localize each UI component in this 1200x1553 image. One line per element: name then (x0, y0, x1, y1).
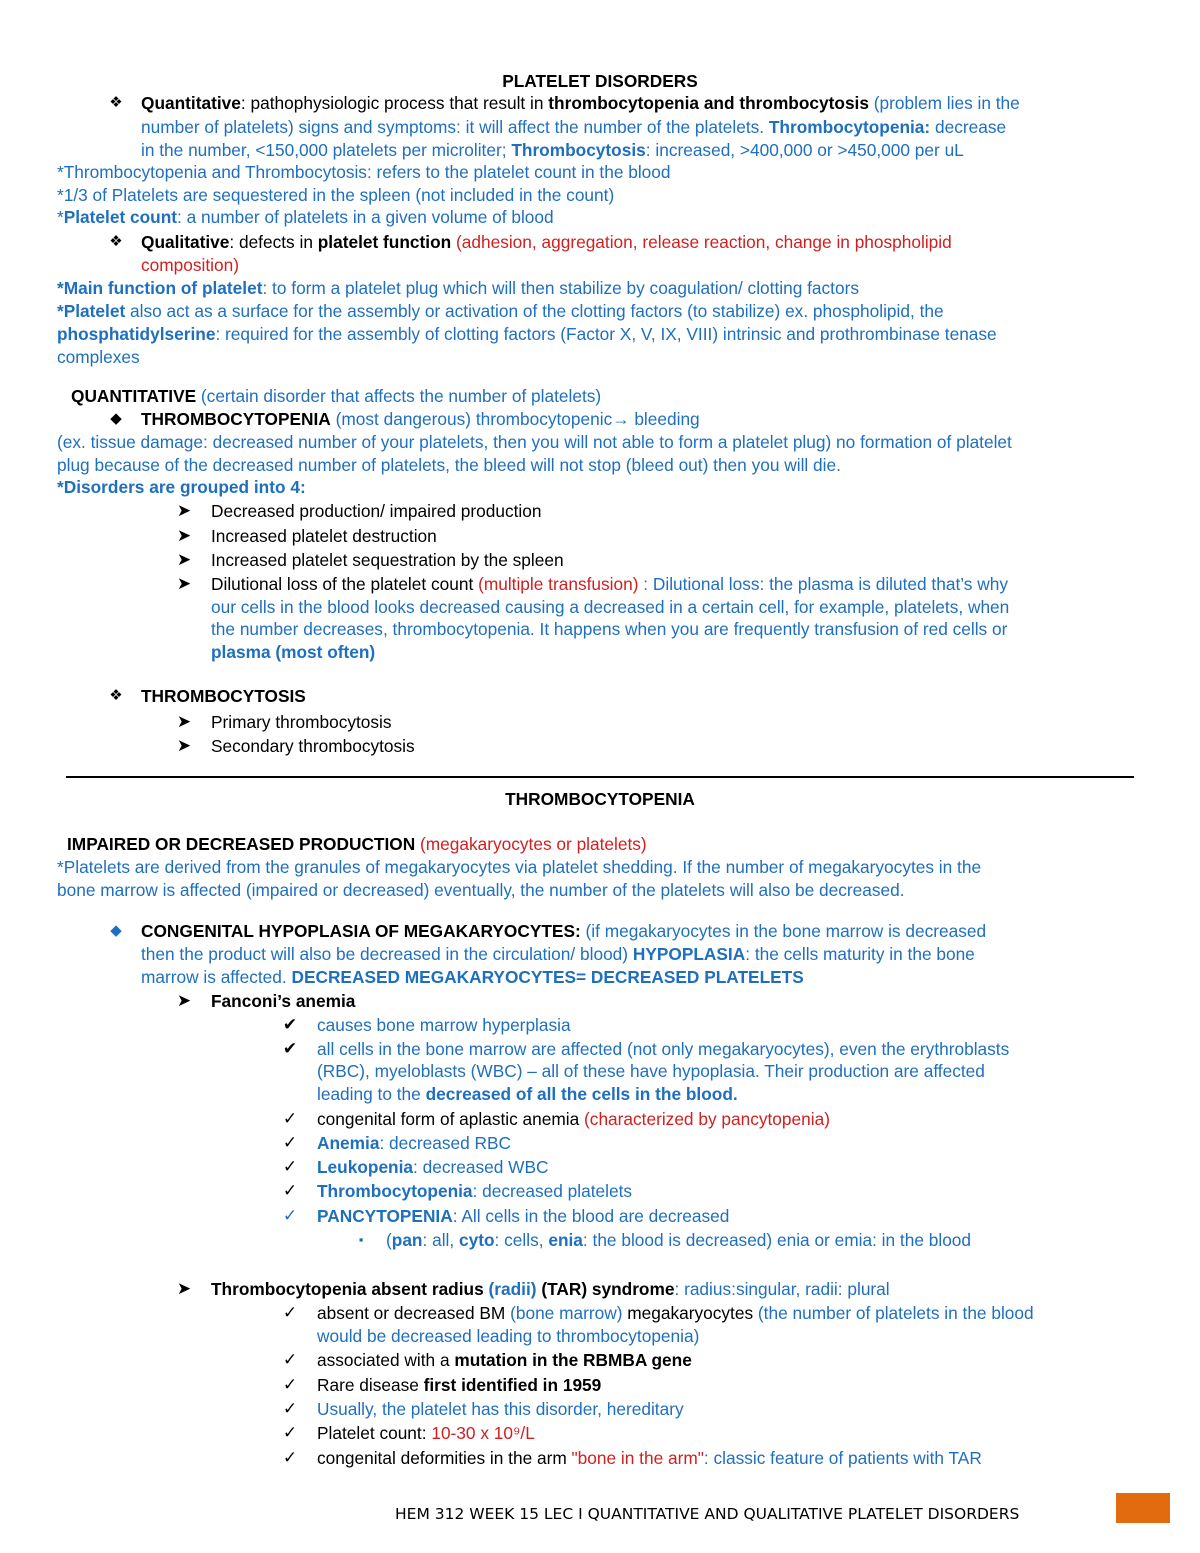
tar-item-1-line-2: would be decreased leading to thrombocytopenia) (317, 1326, 700, 1346)
complexes-note: complexes (57, 347, 140, 367)
phosphatidylserine-note: phosphatidylserine: required for the assembly of clotting factors (Factor X, V, IX, VIII) intrinsic and prothrombinase tenase (57, 324, 997, 344)
tar-item-3: Rare disease first identified in 1959 (317, 1375, 602, 1395)
chevron-bullet-icon: ➤ (176, 501, 192, 520)
tar-item-6: congenital deformities in the arm "bone in the arm": classic feature of patients with TAR (317, 1448, 982, 1468)
fanconi-item-2-line-3: leading to the decreased of all the cells in the blood. (317, 1084, 738, 1104)
derived-paragraph-line-2: bone marrow is affected (impaired or decreased) eventually, the number of the platelets will also be decreased. (57, 880, 905, 900)
check-icon: ✓ (282, 1350, 298, 1369)
tar-syndrome-heading: Thrombocytopenia absent radius (radii) (TAR) syndrome: radius:singular, radii: plural (211, 1279, 890, 1299)
groups-heading: *Disorders are grouped into 4: (57, 477, 306, 497)
note-3: *Platelet count: a number of platelets in a given volume of blood (57, 207, 554, 227)
main-function-note: *Main function of platelet: to form a platelet plug which will then stabilize by coagulation/ clotting factors (57, 278, 859, 298)
check-icon: ✓ (282, 1157, 298, 1176)
check-icon: ✓ (282, 1423, 298, 1442)
fanconi-item-7: PANCYTOPENIA: All cells in the blood are decreased (317, 1206, 730, 1226)
impaired-production-heading: IMPAIRED OR DECREASED PRODUCTION (megakaryocytes or platelets) (67, 834, 647, 854)
check-icon: ✓ (282, 1133, 298, 1152)
check-icon: ✓ (282, 1375, 298, 1394)
fanconi-item-6: Thrombocytopenia: decreased platelets (317, 1181, 633, 1201)
chevron-bullet-icon: ➤ (176, 712, 192, 731)
check-bold-icon: ✔ (282, 1039, 298, 1058)
page-footer: HEM 312 WEEK 15 LEC I QUANTITATIVE AND QUALITATIVE PLATELET DISORDERS (395, 1505, 1020, 1523)
group-item-4-line-3: the number decreases, thrombocytopenia. It happens when you are frequently transfusion of red cells or (211, 619, 1008, 639)
fanconi-item-5: Leukopenia: decreased WBC (317, 1157, 549, 1177)
check-icon: ✓ (282, 1181, 298, 1200)
qualitative-line-2: composition) (141, 255, 239, 275)
square-bullet-icon: ▪ (358, 1232, 364, 1247)
group-item-4-line-4: plasma (most often) (211, 642, 376, 662)
quantitative-line-1: Quantitative: pathophysiologic process that result in thrombocytopenia and thrombocytosis (problem lies in the (141, 93, 1020, 113)
tar-item-4: Usually, the platelet has this disorder, hereditary (317, 1399, 684, 1419)
thrombocytopenia-item: THROMBOCYTOPENIA (most dangerous) thrombocytopenic→ bleeding (141, 409, 700, 429)
horizontal-divider (66, 776, 1134, 778)
arrow-right-icon: → (612, 409, 630, 429)
chevron-bullet-icon: ➤ (176, 1279, 192, 1298)
tar-item-2: associated with a mutation in the RBMBA gene (317, 1350, 692, 1370)
quantitative-line-3: in the number, <150,000 platelets per microliter; Thrombocytosis: increased, >400,000 or >450,000 per uL (141, 140, 964, 160)
fanconi-heading: Fanconi’s anemia (211, 991, 356, 1011)
quantitative-heading: QUANTITATIVE (certain disorder that affects the number of platelets) (71, 386, 602, 406)
group-item-4-line-2: our cells in the blood looks decreased causing a decreased in a certain cell, for example, platelets, when (211, 597, 1010, 617)
chevron-bullet-icon: ➤ (176, 991, 192, 1010)
quantitative-line-2: number of platelets) signs and symptoms: it will affect the number of the platelets. Thrombocytopenia: decrease (141, 117, 1007, 137)
chevron-bullet-icon: ➤ (176, 574, 192, 593)
group-item-3: Increased platelet sequestration by the spleen (211, 550, 564, 570)
qualitative-line-1: Qualitative: defects in platelet function (adhesion, aggregation, release reaction, change in phospholipid (141, 232, 952, 252)
check-icon: ✓ (282, 1399, 298, 1418)
thrombocytosis-item: THROMBOCYTOSIS (141, 686, 306, 706)
chevron-bullet-icon: ➤ (176, 526, 192, 545)
fanconi-item-3: congenital form of aplastic anemia (characterized by pancytopenia) (317, 1109, 830, 1129)
group-item-4: Dilutional loss of the platelet count (multiple transfusion) : Dilutional loss: the plasma is diluted that’s why (211, 574, 1008, 594)
example-line-2: plug because of the decreased number of platelets, the bleed will not stop (bleed out) then you will die. (57, 455, 841, 475)
check-icon: ✓ (282, 1448, 298, 1467)
note-1: *Thrombocytopenia and Thrombocytosis: refers to the platelet count in the blood (57, 162, 671, 182)
congenital-hypoplasia-line-2: then the product will also be decreased in the circulation/ blood) HYPOPLASIA: the cells maturity in the bone (141, 944, 975, 964)
example-line-1: (ex. tissue damage: decreased number of your platelets, then you will not able to form a platelet plug) no formation of platelet (57, 432, 1012, 452)
congenital-hypoplasia-line-3: marrow is affected. DECREASED MEGAKARYOCYTES= DECREASED PLATELETS (141, 967, 804, 987)
fanconi-item-2-line-2: (RBC), myeloblasts (WBC) – all of these have hypoplasia. Their production are affected (317, 1061, 985, 1081)
diamond4-bullet-icon: ❖ (109, 233, 123, 250)
check-icon: ✓ (282, 1303, 298, 1322)
page-number-box (1116, 1493, 1170, 1523)
diamond-bullet-icon: ◆ (110, 922, 122, 939)
page-title: PLATELET DISORDERS (502, 71, 698, 91)
section-title: THROMBOCYTOPENIA (505, 789, 695, 809)
fanconi-item-2: all cells in the bone marrow are affected (not only megakaryocytes), even the erythroblasts (317, 1039, 1010, 1059)
thrombocytosis-subitem-2: Secondary thrombocytosis (211, 736, 415, 756)
note-2: *1/3 of Platelets are sequestered in the spleen (not included in the count) (57, 185, 615, 205)
check-icon: ✓ (282, 1109, 298, 1128)
platelet-surface-note: *Platelet also act as a surface for the assembly or activation of the clotting factors (to stabilize) ex. phospholipid, the (57, 301, 944, 321)
group-item-1: Decreased production/ impaired production (211, 501, 542, 521)
check-icon: ✓ (282, 1206, 298, 1225)
diamond-bullet-icon: ◆ (110, 410, 122, 427)
tar-item-1: absent or decreased BM (bone marrow) megakaryocytes (the number of platelets in the blood (317, 1303, 1034, 1323)
group-item-2: Increased platelet destruction (211, 526, 437, 546)
check-bold-icon: ✔ (282, 1015, 298, 1034)
diamond4-bullet-icon: ❖ (109, 687, 123, 704)
chevron-bullet-icon: ➤ (176, 550, 192, 569)
derived-paragraph-line-1: *Platelets are derived from the granules of megakaryocytes via platelet shedding. If the number of megakaryocytes in the (57, 857, 982, 877)
diamond4-bullet-icon: ❖ (109, 94, 123, 111)
chevron-bullet-icon: ➤ (176, 736, 192, 755)
tar-item-5: Platelet count: 10-30 x 10⁹/L (317, 1423, 535, 1443)
fanconi-item-4: Anemia: decreased RBC (317, 1133, 512, 1153)
congenital-hypoplasia-line-1: CONGENITAL HYPOPLASIA OF MEGAKARYOCYTES: (if megakaryocytes in the bone marrow is decreased (141, 921, 987, 941)
fanconi-item-1: causes bone marrow hyperplasia (317, 1015, 571, 1035)
thrombocytosis-subitem-1: Primary thrombocytosis (211, 712, 392, 732)
pancytopenia-etymology: (pan: all, cyto: cells, enia: the blood is decreased) enia or emia: in the blood (386, 1230, 972, 1250)
